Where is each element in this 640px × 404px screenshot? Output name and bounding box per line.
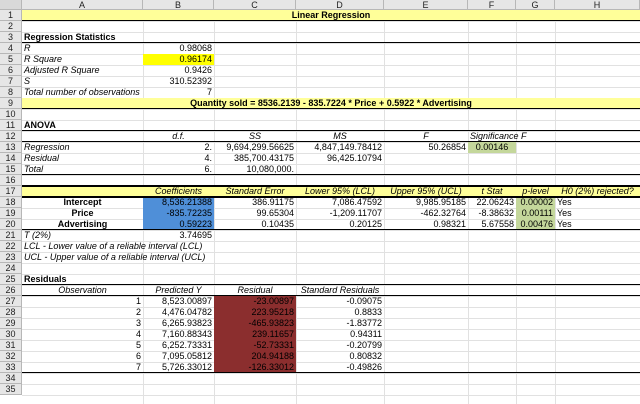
- coef-lcl[interactable]: 7,086.47592: [331, 197, 382, 207]
- coef-header-ucl[interactable]: Upper 95% (UCL): [390, 186, 462, 196]
- lcl-note[interactable]: LCL - Lower value of a reliable interval (LCL): [24, 241, 203, 251]
- coef-value[interactable]: 8,536.21388: [161, 197, 212, 207]
- anova-f[interactable]: [384, 164, 468, 175]
- anova-col-df[interactable]: d.f.: [172, 131, 185, 141]
- coef-header-coefficients[interactable]: Coefficients: [154, 186, 203, 196]
- residual-value[interactable]: 223.95218: [251, 307, 294, 317]
- row-header-19[interactable]: 19: [0, 208, 22, 219]
- predicted-y[interactable]: 6,252.73331: [161, 340, 212, 350]
- standard-residual[interactable]: 0.8833: [354, 307, 382, 317]
- s-label[interactable]: S: [24, 76, 31, 86]
- column-header-e[interactable]: E: [384, 0, 468, 10]
- anova-df[interactable]: 2.: [204, 142, 212, 152]
- adjusted-r-square-value[interactable]: 0.9426: [184, 65, 212, 75]
- predicted-y[interactable]: 7,095.05812: [161, 351, 212, 361]
- row-header-33[interactable]: 33: [0, 362, 22, 373]
- predicted-y[interactable]: 7,160.88343: [161, 329, 212, 339]
- coef-t-stat[interactable]: 22.06243: [476, 197, 514, 207]
- coef-row-label[interactable]: Intercept: [63, 197, 102, 207]
- residuals-col-predicted[interactable]: Predicted Y: [155, 285, 202, 295]
- coef-header-standard-error[interactable]: Standard Error: [225, 186, 285, 196]
- anova-ms[interactable]: 4,847,149.78412: [314, 142, 382, 152]
- gridline: [22, 263, 640, 264]
- anova-heading[interactable]: ANOVA: [24, 120, 56, 130]
- coef-header-lcl[interactable]: Lower 95% (LCL): [304, 186, 376, 196]
- residuals-col-observation[interactable]: Observation: [58, 285, 107, 295]
- row-header-12[interactable]: 12: [0, 131, 22, 142]
- anova-significance[interactable]: [468, 153, 516, 164]
- column-header-d[interactable]: D: [296, 0, 384, 10]
- predicted-y[interactable]: 8,523.00897: [161, 296, 212, 306]
- coef-h0-rejected[interactable]: Yes: [557, 219, 572, 229]
- anova-significance[interactable]: 0.00146: [475, 142, 509, 152]
- gridline: [22, 21, 640, 22]
- residuals-col-residual[interactable]: Residual: [237, 285, 273, 295]
- row-header-3[interactable]: 3: [0, 32, 22, 43]
- anova-f[interactable]: [384, 153, 468, 164]
- row-header-22[interactable]: 22: [0, 241, 22, 252]
- row-header-4[interactable]: 4: [0, 43, 22, 54]
- coef-ucl[interactable]: 0.98321: [433, 219, 466, 229]
- predicted-y[interactable]: 4,476.04782: [161, 307, 212, 317]
- t-critical-label[interactable]: T (2%): [24, 230, 51, 240]
- gridline: [22, 373, 640, 374]
- anova-col-ss[interactable]: SS: [248, 131, 261, 141]
- column-header-g[interactable]: G: [516, 0, 555, 10]
- residual-value[interactable]: 239.11657: [252, 329, 294, 339]
- column-header-c[interactable]: C: [214, 0, 296, 10]
- observation-number[interactable]: 7: [135, 362, 141, 372]
- observations-label[interactable]: Total number of observations: [24, 87, 140, 97]
- row-header-5[interactable]: 5: [0, 54, 22, 65]
- residual-value[interactable]: -465.93823: [248, 318, 294, 328]
- row-header-11[interactable]: 11: [0, 120, 22, 131]
- select-all-corner[interactable]: [0, 0, 22, 10]
- residual-value[interactable]: -52.73331: [253, 340, 294, 350]
- row-header-7[interactable]: 7: [0, 76, 22, 87]
- ucl-note[interactable]: UCL - Upper value of a reliable interval (UCL): [24, 252, 206, 262]
- r-square-label[interactable]: R Square: [24, 54, 63, 64]
- residuals-heading[interactable]: Residuals: [24, 274, 67, 284]
- coef-value[interactable]: 0.59223: [179, 219, 212, 229]
- coef-standard-error[interactable]: 0.10435: [261, 219, 294, 229]
- row-header-16[interactable]: 16: [0, 175, 22, 186]
- coef-value[interactable]: -835.72235: [166, 208, 212, 218]
- row-header-6[interactable]: 6: [0, 65, 22, 76]
- r-label[interactable]: R: [24, 43, 31, 53]
- coef-p-level[interactable]: 0.00111: [521, 208, 553, 218]
- row-header-10[interactable]: 10: [0, 109, 22, 120]
- sheet-title[interactable]: Linear Regression: [291, 10, 371, 20]
- observation-number[interactable]: 5: [135, 340, 141, 350]
- row-header-24[interactable]: 24: [0, 263, 22, 274]
- row-header-34[interactable]: 34: [0, 373, 22, 384]
- row-header-14[interactable]: 14: [0, 153, 22, 164]
- row-header-29[interactable]: 29: [0, 318, 22, 329]
- anova-row-label[interactable]: Total: [24, 164, 44, 174]
- gridline: [22, 395, 640, 396]
- anova-col-f[interactable]: F: [423, 131, 429, 141]
- anova-df[interactable]: 6.: [204, 164, 212, 174]
- residual-value[interactable]: 204.94188: [251, 351, 294, 361]
- standard-residual[interactable]: 0.80832: [349, 351, 382, 361]
- row-header-9[interactable]: 9: [0, 98, 22, 109]
- standard-residual[interactable]: 0.94311: [350, 329, 382, 339]
- row-header-1[interactable]: 1: [0, 10, 22, 21]
- coef-ucl[interactable]: -462.32764: [420, 208, 466, 218]
- anova-significance[interactable]: [468, 164, 516, 175]
- coef-t-stat[interactable]: -8.38632: [478, 208, 514, 218]
- adjusted-r-square-label[interactable]: Adjusted R Square: [24, 65, 100, 75]
- anova-ms[interactable]: 96,425.10794: [326, 153, 382, 163]
- row-header-13[interactable]: 13: [0, 142, 22, 153]
- column-header-h[interactable]: H: [555, 0, 640, 10]
- row-header-26[interactable]: 26: [0, 285, 22, 296]
- row-header-35[interactable]: 35: [0, 384, 22, 395]
- predicted-y[interactable]: 5,726.33012: [161, 362, 212, 372]
- row-header-27[interactable]: 27: [0, 296, 22, 307]
- row-header-23[interactable]: 23: [0, 252, 22, 263]
- regression-equation[interactable]: Quantity sold = 8536.2139 - 835.7224 * Price + 0.5922 * Advertising: [190, 98, 472, 108]
- anova-ss[interactable]: 9,694,299.56625: [226, 142, 294, 152]
- coef-lcl[interactable]: 0.20125: [349, 219, 382, 229]
- row-header-17[interactable]: 17: [0, 186, 22, 197]
- coef-standard-error[interactable]: 99.65304: [256, 208, 294, 218]
- s-value[interactable]: 310.52392: [169, 76, 212, 86]
- predicted-y[interactable]: 6,265.93823: [161, 318, 212, 328]
- row-header-28[interactable]: 28: [0, 307, 22, 318]
- anova-df[interactable]: 4.: [204, 153, 212, 163]
- row-header-25[interactable]: 25: [0, 274, 22, 285]
- gridline: [22, 384, 640, 385]
- standard-residual[interactable]: -0.20799: [346, 340, 382, 350]
- standard-residual[interactable]: -1.83772: [346, 318, 382, 328]
- residuals-col-standard[interactable]: Standard Residuals: [300, 285, 380, 295]
- gridline: [22, 109, 640, 110]
- standard-residual[interactable]: -0.49826: [346, 362, 382, 372]
- coef-standard-error[interactable]: 386.91175: [252, 197, 294, 207]
- anova-ms[interactable]: [296, 164, 384, 175]
- coef-ucl[interactable]: 9,985.95185: [415, 197, 466, 207]
- column-header-a[interactable]: A: [22, 0, 143, 10]
- standard-residual[interactable]: -0.09075: [346, 296, 382, 306]
- anova-f[interactable]: 50.26854: [428, 142, 466, 152]
- coef-p-level[interactable]: 0.00002: [520, 197, 553, 207]
- anova-ss[interactable]: 385,700.43175: [233, 153, 294, 163]
- t-critical-value[interactable]: 3.74695: [179, 230, 212, 240]
- coef-row-label[interactable]: Price: [71, 208, 94, 218]
- r-square-value[interactable]: 0.96174: [179, 54, 212, 64]
- regression-statistics-heading[interactable]: Regression Statistics: [24, 32, 116, 42]
- coef-h0-rejected[interactable]: Yes: [557, 208, 572, 218]
- coef-t-stat[interactable]: 5.67558: [481, 219, 514, 229]
- coef-h0-rejected[interactable]: Yes: [557, 197, 572, 207]
- row-header-21[interactable]: 21: [0, 230, 22, 241]
- column-header-b[interactable]: B: [143, 0, 214, 10]
- observations-value[interactable]: 7: [206, 87, 212, 97]
- column-header-f[interactable]: F: [468, 0, 516, 10]
- row-header-32[interactable]: 32: [0, 351, 22, 362]
- row-header-15[interactable]: 15: [0, 164, 22, 175]
- residual-value[interactable]: -126.33012: [248, 362, 294, 372]
- row-header-18[interactable]: 18: [0, 197, 22, 208]
- observation-number[interactable]: 1: [135, 296, 141, 306]
- observation-number[interactable]: 2: [135, 307, 141, 317]
- row-header-31[interactable]: 31: [0, 340, 22, 351]
- residual-value[interactable]: -23.00897: [253, 296, 294, 306]
- anova-ss[interactable]: 10,080,000.: [246, 164, 294, 174]
- observation-number[interactable]: 3: [135, 318, 141, 328]
- anova-col-significance[interactable]: Significance F: [470, 131, 527, 141]
- coef-header-p-level[interactable]: p-level: [522, 186, 549, 196]
- observation-number[interactable]: 4: [135, 329, 141, 339]
- row-header-2[interactable]: 2: [0, 21, 22, 32]
- anova-row-label[interactable]: Regression: [24, 142, 70, 152]
- row-header-20[interactable]: 20: [0, 219, 22, 230]
- observation-number[interactable]: 6: [135, 351, 141, 361]
- row-header-30[interactable]: 30: [0, 329, 22, 340]
- anova-col-ms[interactable]: MS: [333, 131, 347, 141]
- r-value[interactable]: 0.98068: [179, 43, 212, 53]
- coef-row-label[interactable]: Advertising: [57, 219, 108, 229]
- coef-header-h0[interactable]: H0 (2%) rejected?: [561, 186, 634, 196]
- gridline: [22, 175, 640, 176]
- coef-lcl[interactable]: -1,209.11707: [329, 208, 382, 218]
- coef-p-level[interactable]: 0.00476: [520, 219, 553, 229]
- coef-header-t-stat[interactable]: t Stat: [481, 186, 503, 196]
- row-header-8[interactable]: 8: [0, 87, 22, 98]
- anova-row-label[interactable]: Residual: [24, 153, 60, 163]
